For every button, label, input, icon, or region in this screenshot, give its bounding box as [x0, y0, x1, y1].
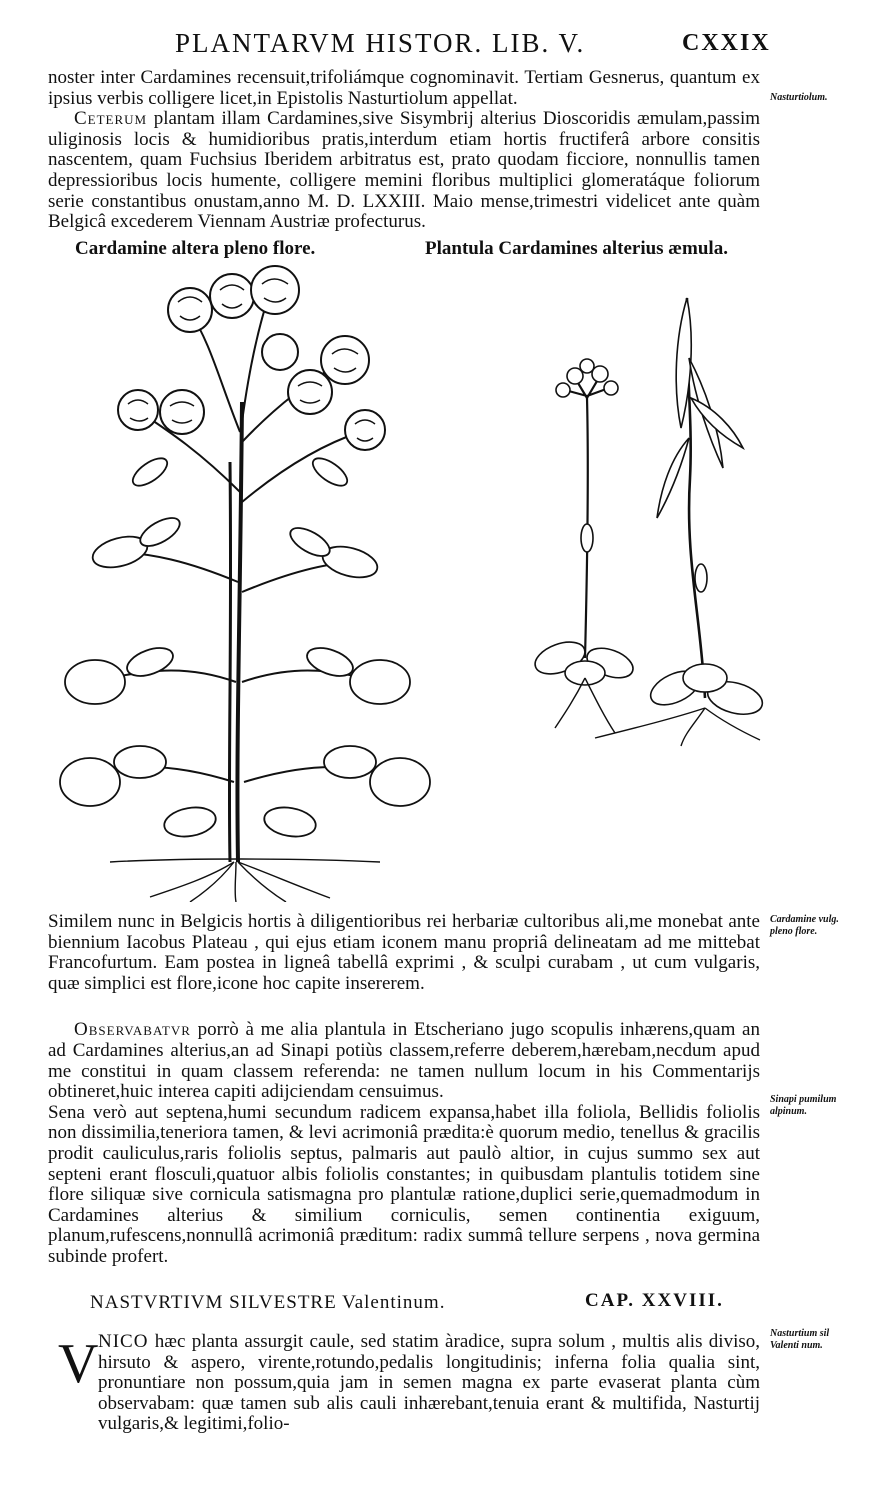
margin-note-sinapi: Sinapi pumilum alpinum.	[770, 1094, 837, 1117]
caption-right: Plantula Cardamines alterius æmula.	[425, 238, 728, 259]
caption-left: Cardamine altera pleno flore.	[75, 238, 316, 259]
cardamine-illustration	[50, 262, 450, 902]
final-text	[58, 1332, 760, 1435]
middle-paragraph-3: Sena verò aut septena,humi secundum radicem expansa,habet illa foliola, Bellidis foliolis non dissimilia,teneriora tamen, & levi acrimoniâ prædita:è quorum medio, tenellus & gracilis prodit cauliculus,raris foliolis septus, palmaris aut paulò altior, in cujus summo sex aut septeni erant flosculi,quatuor albis foliolis constantes; in quibusdam plantulis totidem sine flore siliquæ sive cornicula satismagna pro plantulæ ratione,duplici serie,quemadmodum in Cardamines alterius & similium corniculis, semen continentia exiguum, planum,rufescens,nonnullâ acrimoniâ præditum: radix summâ tellure serpens , nova germina subinde profert.	[48, 1101, 760, 1267]
page-header	[0, 28, 870, 68]
margin-note-nasturtium: Nasturtium sil Valenti num.	[770, 1328, 830, 1351]
intro-paragraph-1: noster inter Cardamines recensuit,trifoliámque cognominavit. Tertiam Gesnerus, quantum ex ipsius verbis colligere licet,in Epistolis Nasturtiolum appellat.	[48, 67, 760, 109]
running-title: PLANTARVM HISTOR. LIB. V.	[175, 28, 586, 58]
final-paragraph	[58, 1332, 760, 1435]
middle-text	[48, 912, 760, 1268]
intro-lead-word: Ceterum	[74, 108, 148, 130]
middle-paragraph-1: Similem nunc in Belgicis hortis à diligentioribus rei herbariæ cultoribus ali,me monebat ante biennium Iacobus Plateau , qui ejus etiam iconem manu propriâ delineatam ad me mittebat Francofurtum. Eam postea in ligneâ tabellâ exprimi , & sculpi curabam , ut cum vulgaris, quæ simplici est flore,icone hoc capite insererem.	[48, 911, 760, 994]
middle-lead-word: Observabatvr	[74, 1019, 191, 1041]
chapter-title: NASTVRTIVM SILVESTRE Valentinum.	[90, 1292, 446, 1313]
margin-note-nasturtiolum: Nasturtiolum.	[770, 92, 828, 103]
final-paragraph-body: hæc planta assurgit caule, sed statim àradice, supra solum , multis alis diviso, hirsuto & aspero, virente,rotundo,pedalis longitudinis; inferna folia qualia sint, pronuntiare non possum,quia jam in semen magna ex parte evaserat planta cùm observabam: quæ tamen sub alis cauli inhærebant,tenuia erant & multifida, Nasturtij vulgaris,& legitimi,folio-	[98, 1331, 760, 1435]
margin-note-cardamine-vulg: Cardamine vulg. pleno flore.	[770, 914, 839, 937]
plantula-illustration	[505, 278, 770, 748]
drop-capital: V	[58, 1333, 99, 1395]
middle-paragraph-2-body: porrò à me alia plantula in Etscheriano jugo scopulis inhærens,quam an ad Cardamines alterius,an ad Sinapi potiùs classem,referre deberem,hærebam,necdum apud me constitui in quam classem referenda: ne tamen nullum locum in his Commentarijs obtineret,huic interea capiti adijciendam censuimus.	[48, 1019, 760, 1103]
intro-text	[48, 68, 760, 233]
intro-paragraph-2	[48, 109, 760, 233]
chapter-number: CAP. XXVIII.	[585, 1290, 724, 1311]
intro-paragraph-2-body: plantam illam Cardamines,sive Sisymbrij alterius Dioscoridis æmulam,passim uliginosis locis & humidioribus pratis,interdum etiam hortis fructiferâ arbore consitis nascentem, quam Fuchsius Iberidem arbitratus est, prato quodam ficciore, nonnullis tamen depressioribus locis humente, colligere memini floribus multiplici glomeratáque foliorum serie constantibus onustam,anno M. D. LXXIII. Maio mense,trimestri videlicet ante quàm Belgicâ excederem Viennam Austriæ profecturus.	[48, 108, 760, 233]
final-lead-word: NICO	[98, 1331, 149, 1352]
middle-paragraph-2	[48, 1020, 760, 1102]
folio-number: CXXIX	[682, 30, 771, 56]
